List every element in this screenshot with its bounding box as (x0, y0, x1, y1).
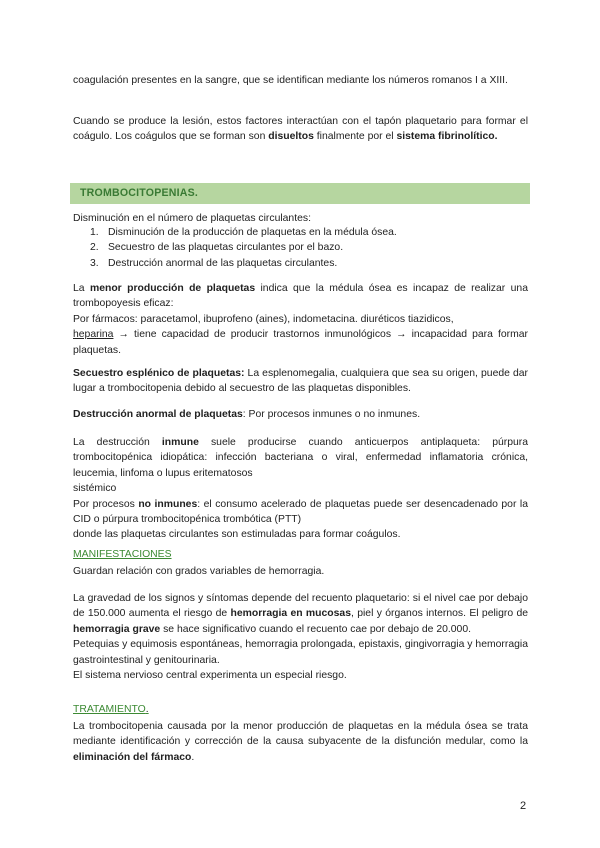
paragraph-clot-formation: Cuando se produce la lesión, estos factores interactúan con el tapón plaquetario para formar el coágulo. Los coágulos que se forman son disueltos finalmente por el sistema fibrinolítico. (73, 116, 528, 143)
intro-text: Disminución en el número de plaquetas circulantes: (73, 213, 311, 224)
heading-tratamiento: TRATAMIENTO. (73, 704, 149, 715)
section-title: TROMBOCITOPENIAS. (80, 187, 198, 199)
paragraph-immune-destruction: La destrucción inmune suele producirse cuando anticuerpos antiplaqueta: púrpura trombocitopénica idiopática: infección bacteriana o viral, enfermedad inflamatoria crónica, leucemia, linfoma o lupus eritematosos sistémico Por procesos no inmunes: el consumo acelerado de plaquetas puede ser desencadenado por la CID o púrpura trombocitopénica trombótica (PTT) donde las plaquetas circulantes son estimuladas para formar coágulos. (73, 437, 529, 541)
section-header-band (70, 183, 530, 204)
heparina-underlined: heparina (73, 329, 114, 341)
paragraph-treatment: La trombocitopenia causada por la menor producción de plaquetas en la médula ósea se trata mediante identificación y corrección de la causa subyacente de la disfunción medular, como la eliminación del fármaco. (73, 721, 528, 763)
paragraph-abnormal-destruction: Destrucción anormal de plaquetas: Por procesos inmunes o no inmunes. (73, 409, 421, 420)
paragraph-reduced-production: La menor producción de plaquetas indica que la médula ósea es incapaz de realizar una trombopoyesis eficaz: Por fármacos: paracetamol, ibuprofeno (aines), indometacina. diuréticos tiazidicos, heparina → tiene capacidad de producir trastornos inmunológicos → incapacidad para formar plaquetas. (73, 283, 528, 356)
paragraph-splenic-sequestration: Secuestro esplénico de plaquetas: La esplenomegalia, cualquiera que sea su origen, puede dar lugar a trombocitopenia debido al secuestro de las plaquetas disponibles. (73, 368, 528, 395)
paragraph-coagulation-factors: coagulación presentes en la sangre, que se identifican mediante los números romanos I a XIII. (73, 75, 508, 86)
page-number: 2 (520, 800, 527, 812)
causes-list (73, 225, 513, 271)
list-item: 2. Secuestro de las plaquetas circulantes por el bazo. (90, 242, 344, 254)
paragraph-hemorrhage-grades: Guardan relación con grados variables de hemorragia. (73, 566, 325, 577)
heading-manifestaciones: MANIFESTACIONES (73, 549, 172, 560)
list-item: 1. Disminución de la producción de plaquetas en la médula ósea. (90, 227, 397, 238)
paragraph-severity: La gravedad de los signos y síntomas depende del recuento plaquetario: si el nivel cae por debajo de 150.000 aumenta el riesgo de hemorragia en mucosas, piel y órganos internos. El peligro de hemorragia grave se hace significativo cuando el recuento cae por debajo de 20.000. Petequias y equimosis espontáneas, hemorragia prolongada, epistaxis, gingivorragia y hemorragia gastrointestinal y genitourinaria. El sistema nervioso central experimenta un especial riesgo. (73, 593, 528, 682)
list-item: 3. Destrucción anormal de las plaquetas circulantes. (90, 257, 338, 269)
